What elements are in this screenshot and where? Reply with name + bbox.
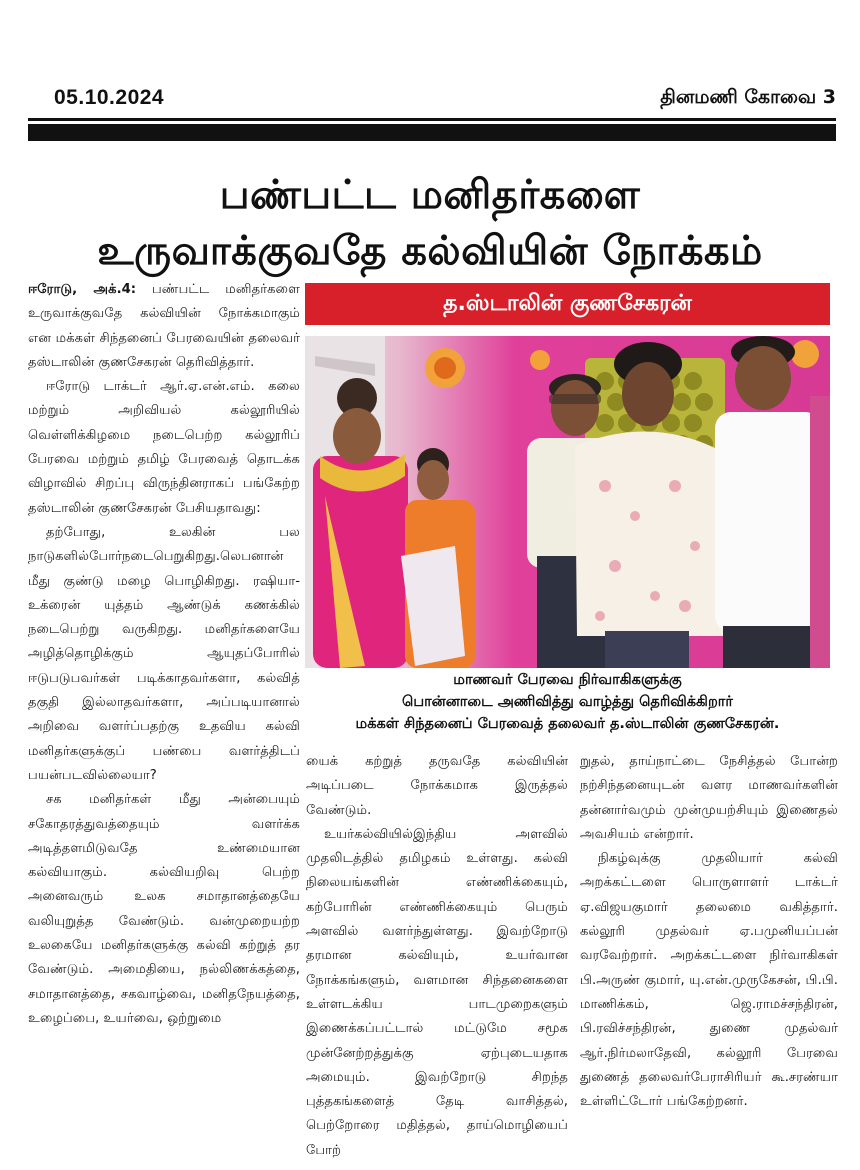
article-lead bbox=[28, 278, 300, 375]
event-photo bbox=[305, 336, 830, 668]
issue-date: 05.10.2024 bbox=[54, 86, 165, 109]
paragraph-2: ஈரோடு டாக்டர் ஆர்.ஏ.என்.எம். கலை மற்றும் அறிவியல் கல்லூரியில் வெள்ளிக்கிழமை நடைபெற்ற கல்லூரிப் பேரவை மற்றும் தமிழ் பேரவைத் தொடக்க விழாவில் சிறப்பு விருந்தினராகப் பங்கேற்ற தஸ்டாலின் குணசேகரன் பேசியதாவது: bbox=[28, 379, 300, 516]
paragraph-5: யைக் கற்றுத் தருவதே கல்வியின் அடிப்படை நோக்கமாக இருத்தல் வேண்டும். bbox=[306, 754, 568, 818]
paragraph-7: றுதல், தாய்நாட்டை நேசித்தல் போன்ற நற்சிந்தனையுடன் வளர மாணவர்களின் தன்னார்வமும் முன்முயற்சியும் இணைதல் அவசியம் என்றார். bbox=[580, 754, 838, 842]
event-photo-illustration bbox=[305, 336, 830, 668]
paragraph-1: பண்பட்ட மனிதர்களை உருவாக்குவதே கல்வியின் நோக்கமாகும் என மக்கள் சிந்தனைப் பேரவையின் தலைவர் தஸ்டாலின் குணசேகரன் தெரிவித்தார். bbox=[28, 282, 300, 370]
article-column-1 bbox=[28, 278, 300, 1031]
dateline: ஈரோடு, அக்.4: bbox=[28, 282, 137, 297]
paragraph-8: நிகழ்வுக்கு முதலியார் கல்வி அறக்கட்டளை பொருளாளர் டாக்டர் ஏ.விஜயகுமார் தலைமை வகித்தார். கல்லூரி முதல்வர் ஏ.பமுனியப்பன் வரவேற்றார். அறக்கட்டளை நிர்வாகிகள் பி.அருண் குமார், யு.என்.முருகேசன், பி.பி. மாணிக்கம், ஜெ.ராமச்சந்திரன், பி.ரவிச்சந்திரன், துணை முதல்வர் ஆர்.நிர்மலாதேவி, கல்லூரி பேரவை துணைத் தலைவர்பேராசிரியர் கூ.சரண்யா உள்ளிட்டோர் பங்கேற்றனர். bbox=[580, 851, 838, 1110]
page-info: தினமணி கோவை 3 bbox=[660, 86, 836, 108]
article-column-2 bbox=[306, 750, 568, 1163]
paragraph-3: தற்போது, உலகின் பல நாடுகளில்போர்நடைபெறுகிறது.லெபனான் மீது குண்டு மழை பொழிகிறது. ரஷியா-உக்ரைன் யுத்தம் ஆண்டுக் கணக்கில் நடைபெற்று வருகிறது. மனிதர்களையே அழித்தொழிக்கும் ஆயுதப்போரில் ஈடுபடுபவர்கள் படிக்காதவர்களா, கல்வித் தகுதி இல்லாதவர்களா, அப்படியானால் அறிவை வளர்ப்பதற்கு உதவிய கல்வி மனிதர்களுக்குப் பண்பை வளர்த்திடப் பயன்படவில்லையா? bbox=[28, 524, 300, 783]
photo-caption-line-3: மக்கள் சிந்தனைப் பேரவைத் தலைவர் த.ஸ்டாலின் குணசேகரன். bbox=[355, 716, 780, 732]
paragraph-6: உயர்கல்வியில்இந்திய அளவில் முதலிடத்தில் தமிழகம் உள்ளது. கல்வி நிலையங்களின் எண்ணிக்கையும், கற்போரின் எண்ணிக்கையும் பெரும் அளவில் வளர்ந்துள்ளது. இவற்றோடு தரமான கல்வியும், உயர்வான நோக்கங்களும், வளமான சிந்தனைகளை உள்ளடக்கிய பாடமுறைகளும் இணைக்கப்பட்டால் மட்டுமே சமூக முன்னேற்றத்துக்கு ஏற்புடையதாக அமையும். இவற்றோடு சிறந்த புத்தகங்களைத் தேடி வாசித்தல், பெற்றோரை மதித்தல், தாய்மொழியைப் போற் bbox=[306, 826, 568, 1158]
photo-caption-line-1: மாணவர் பேரவை நிர்வாகிகளுக்கு bbox=[453, 672, 682, 688]
header-rule-thin bbox=[28, 118, 836, 121]
article-column-3 bbox=[580, 750, 838, 1114]
photo-caption-line-2: பொன்னாடை அணிவித்து வாழ்த்து தெரிவிக்கிறார் bbox=[402, 694, 733, 710]
headline-line-2: உருவாக்குவதே கல்வியின் நோக்கம் bbox=[97, 228, 763, 274]
paragraph-4: சக மனிதர்கள் மீது அன்பையும் சகோதரத்துவத்தையும் வளர்க்க அடித்தளமிடுவதே உண்மையான கல்வியாகும். கல்வியறிவு பெற்ற அனைவரும் உலக சமாதானத்தையே வலியுறுத்த வேண்டும். வன்முறையற்ற உலகையே மனிதர்களுக்கு கல்வி கற்றுத் தர வேண்டும். அமைதியை, நல்லிணக்கத்தை, சமாதானத்தை, சகவாழ்வை, மனிதநேயத்தை, உழைப்பை, உயர்வை, ஒற்றுமை bbox=[28, 792, 300, 1026]
header-rule-thick bbox=[28, 124, 836, 141]
author-byline: த.ஸ்டாலின் குணசேகரன் bbox=[305, 283, 830, 325]
headline-line-1: பண்பட்ட மனிதர்களை bbox=[219, 172, 641, 218]
